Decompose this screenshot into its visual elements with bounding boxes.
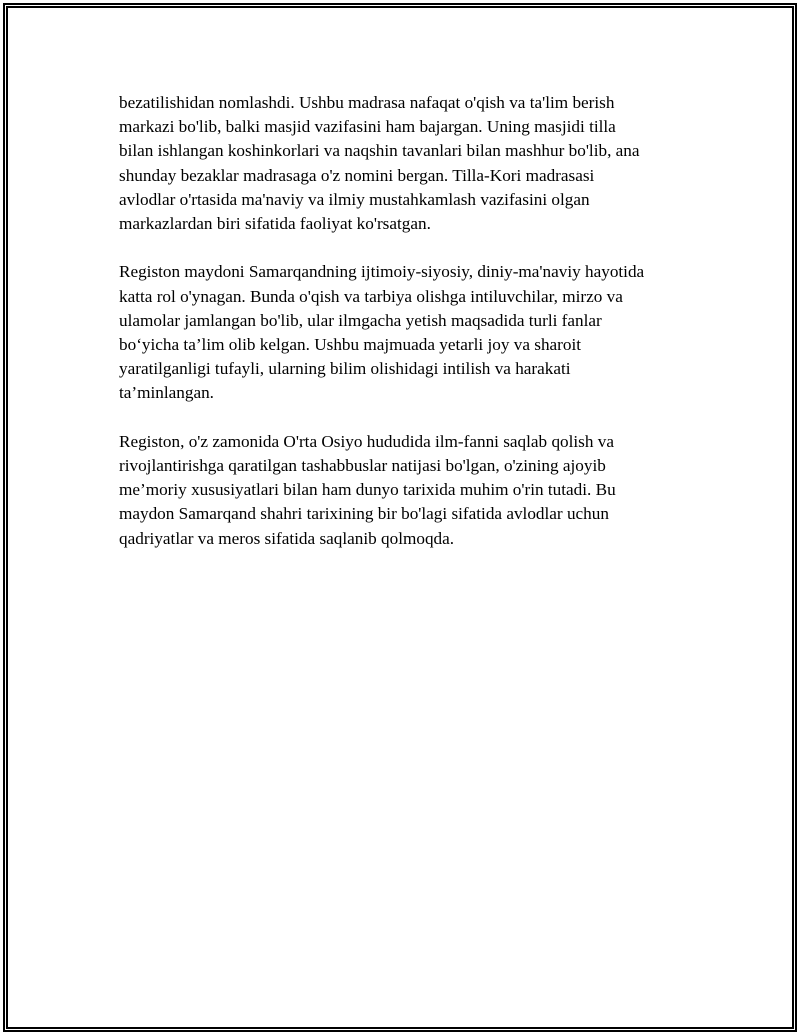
paragraph-registon-legacy: Registon, o'z zamonida O'rta Osiyo hududida ilm-fanni saqlab qolish va rivojlantirishga qaratilgan tashabbuslar natijasi bo'lgan, o'zining ajoyib me’moriy xususiyatlari bilan ham dunyo tarixida muhim o'rin tutadi. Bu maydon Samarqand shahri tarixining bir bo'lagi sifatida avlodlar uchun qadriyatlar va meros sifatida saqlanib qolmoqda. (119, 431, 616, 548)
paragraph-tilla-kori: bezatilishidan nomlashdi. Ushbu madrasa nafaqat o'qish va ta'lim berish markazi bo'lib, balki masjid vazifasini ham bajargan. Uning masjidi tilla bilan ishlangan koshinkorlari va naqshin tavanlari bilan mashhur bo'lib, ana shunday bezaklar madrasaga o'z nomini bergan. Tilla-Kori madrasasi avlodlar o'rtasida ma'naviy va ilmiy mustahkamlash vazifasini olgan markazlardan biri sifatida faoliyat ko'rsatgan. (119, 93, 640, 234)
paragraph-registon-role: Registon maydoni Samarqandning ijtimoiy-siyosiy, diniy-ma'naviy hayotida katta rol o'ynagan. Bunda o'qish va tarbiya olishga intiluvchilar, mirzo va ulamolar jamlangan bo'lib, ular ilmgacha yetish maqsadida turli fanlar bo‘yicha ta’lim olib kelgan. Ushbu majmuada yetarli joy va sharoit yaratilganligi tufayli, ularning bilim olishidagi intilish va harakati ta’minlangan. (119, 262, 645, 403)
document-body (119, 91, 699, 575)
